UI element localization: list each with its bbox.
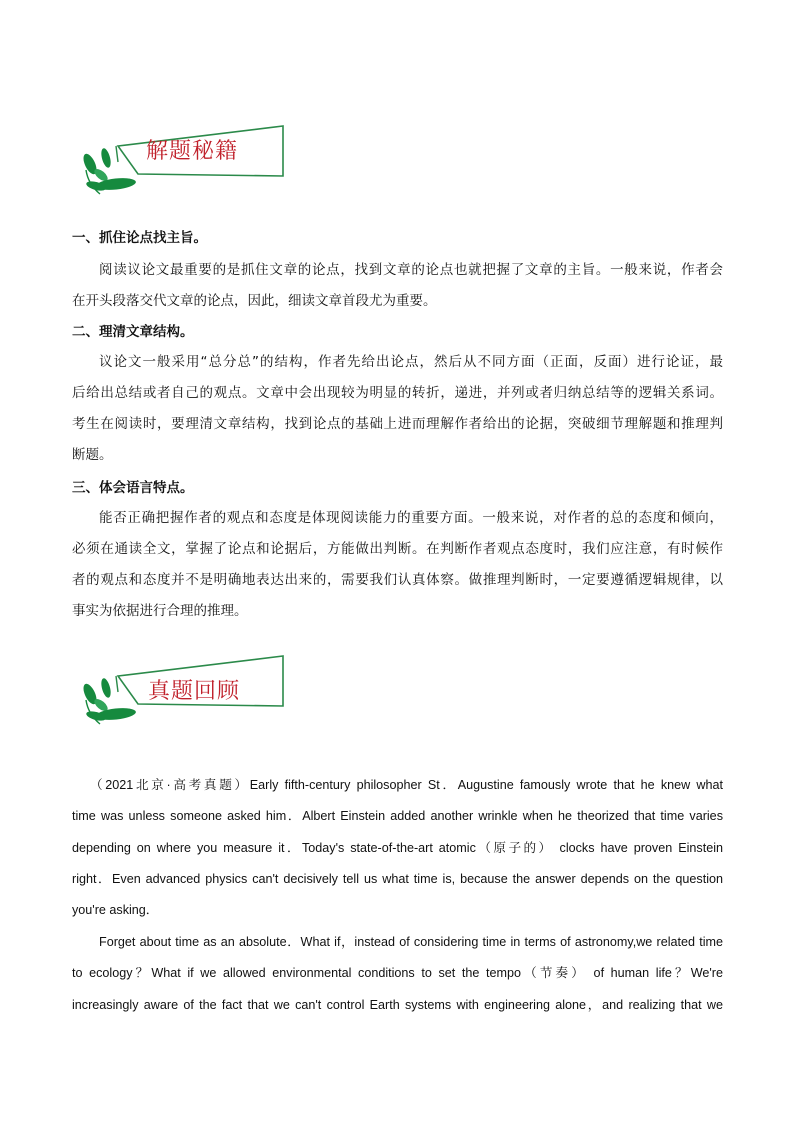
text-line: depending on where you measure it．Today's state-of-the-art atomic（原子的） clocks have proven Einstein <box>72 840 723 855</box>
text-line: 阅读议论文最重要的是抓住文章的论点，找到文章的论点也就把握了文章的主旨。一般来说，作者会 <box>99 262 723 278</box>
text-line: 议论文一般采用“总分总”的结构，作者先给出论点，然后从不同方面（正面，反面）进行论证，最 <box>99 354 723 370</box>
text-line: 考生在阅读时，要理清文章结构，找到论点的基础上进而理解作者给出的论据，突破细节理解题和推理判 <box>72 416 723 432</box>
tip-heading: 一、抓住论点找主旨。 <box>72 230 207 246</box>
text-line: you're asking． <box>72 903 159 918</box>
text-line: time was unless someone asked him．Albert Einstein added another wrinkle when he theorized that time varies <box>72 809 723 824</box>
tip-paragraph <box>72 255 723 317</box>
tip-paragraph <box>72 503 723 627</box>
text-line: increasingly aware of the fact that we can't control Earth systems with engineering alone，and realizing that we <box>72 997 723 1012</box>
text-line: Forget about time as an absolute．What if，instead of considering time in terms of astronomy,we related time <box>99 935 723 949</box>
text-line: 后给出总结或者自己的观点。文章中会出现较为明显的转折，递进，并列或者归纳总结等的逻辑关系词。 <box>72 385 723 401</box>
text-line: 必须在通读全文，掌握了论点和论据后，方能做出判断。在判断作者观点态度时，我们应注意，有时候作 <box>72 541 723 557</box>
tip-heading: 二、理清文章结构。 <box>72 324 194 340</box>
section-banner-tips <box>78 118 293 203</box>
text-line: 者的观点和态度并不是明确地表达出来的，需要我们认真体察。做推理判断时，一定要遵循逻辑规律，以 <box>72 572 723 588</box>
banner-title: 解题秘籍 <box>146 139 239 164</box>
text-line: right．Even advanced physics can't decisively tell us what time is, because the answer depends on the question <box>72 871 723 886</box>
text-line: to ecology？What if we allowed environmental conditions to set the tempo（节奏） of human life？We're <box>72 966 723 981</box>
text-line: 断题。 <box>72 447 113 463</box>
text-line: 事实为依据进行合理的推理。 <box>72 603 248 619</box>
text-line: 能否正确把握作者的观点和态度是体现阅读能力的重要方面。一般来说，对作者的总的态度和倾向， <box>99 510 723 526</box>
tip-heading: 三、体会语言特点。 <box>72 480 194 496</box>
section-banner-review <box>78 648 293 733</box>
banner-title: 真题回顾 <box>148 679 241 704</box>
text-line: （2021北京·高考真题）Early fifth-century philosopher St．Augustine famously wrote that he knew what <box>90 778 723 792</box>
text-line: 在开头段落交代文章的论点，因此，细读文章首段尤为重要。 <box>72 293 437 309</box>
passage-paragraph <box>72 927 723 1021</box>
passage-paragraph <box>72 770 723 926</box>
tip-paragraph <box>72 347 723 471</box>
